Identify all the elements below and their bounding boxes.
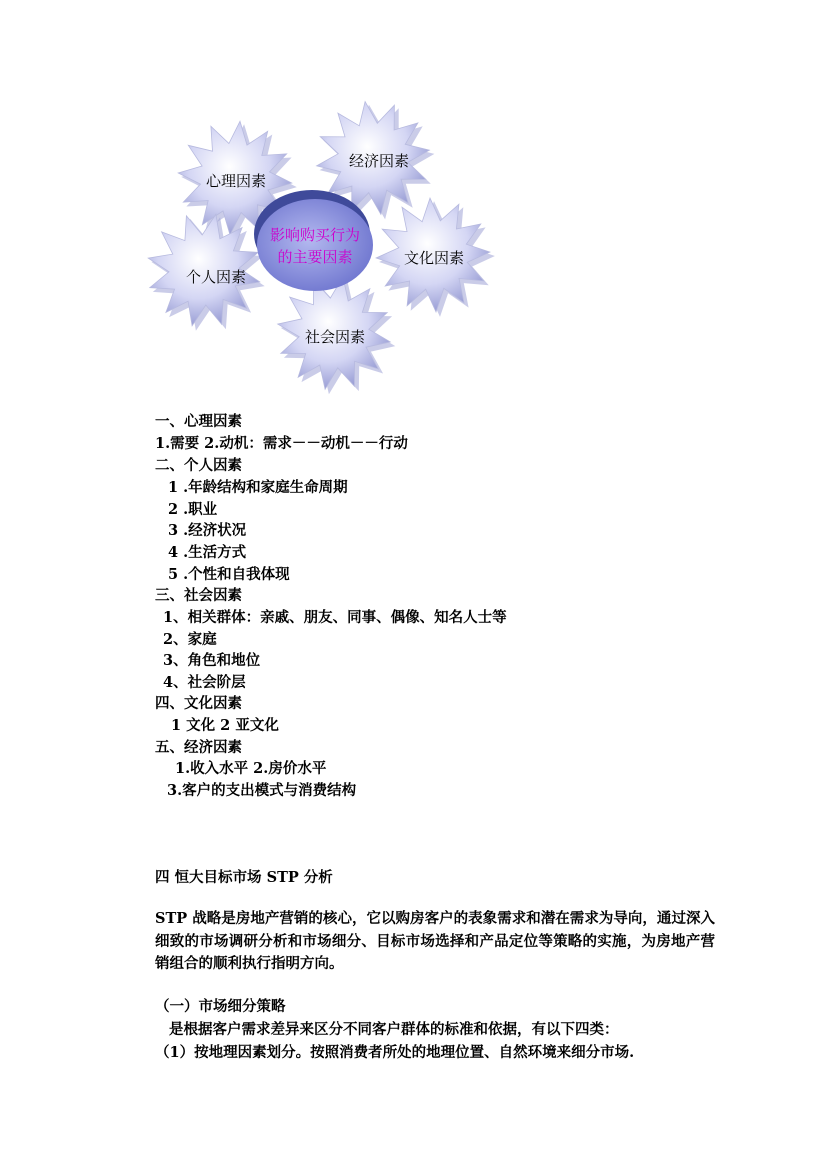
factor-star [148, 214, 265, 331]
factor-star [376, 198, 495, 317]
subsection-intro: 是根据客户需求差异来区分不同客户群体的标准和依据，有以下四类： [169, 1021, 619, 1038]
center-label-line2: 的主要因素 [277, 248, 353, 266]
outline-line: 3、角色和地位 [163, 652, 261, 669]
heading-social: 三、社会因素 [155, 587, 242, 604]
outline-line: 2、家庭 [163, 631, 217, 648]
factor-label: 文化因素 [403, 249, 465, 267]
outline-line: 2 .职业 [168, 501, 218, 518]
outline-line: 4、社会阶层 [163, 674, 246, 691]
factor-label: 个人因素 [185, 268, 247, 286]
outline-line: 1 .年龄结构和家庭生命周期 [168, 479, 348, 496]
outline-line: 1、相关群体：亲戚、朋友、同事、偶像、知名人士等 [163, 609, 507, 626]
section-title: 四 恒大目标市场 STP 分析 [155, 869, 333, 886]
stp-paragraph: STP 战略是房地产营销的核心，它以购房客户的表象需求和潜在需求为导向，通过深入细致的市场调研分析和市场细分、目标市场选择和产品定位等策略的实施，为房地产营销组合的顺利执行指明方向。 [155, 910, 715, 972]
center-circle [254, 190, 373, 291]
outline-line: 5 .个性和自我体现 [168, 566, 290, 583]
outline-line: 4 .生活方式 [168, 544, 247, 561]
center-label-line1: 影响购买行为 [269, 226, 361, 244]
factor-star [278, 277, 396, 395]
outline-line: 1 文化 2 亚文化 [171, 717, 279, 734]
factor-label: 经济因素 [348, 152, 410, 170]
buying-factors-diagram [0, 0, 826, 400]
heading-personal: 二、个人因素 [155, 457, 242, 474]
heading-psychological: 一、心理因素 [155, 413, 242, 430]
outline-line: 1.收入水平 2.房价水平 [175, 760, 327, 777]
factor-label: 心理因素 [205, 172, 267, 190]
item-1: （1）按地理因素划分。按照消费者所处的地理位置、自然环境来细分市场. [155, 1044, 635, 1061]
factor-label: 社会因素 [304, 328, 366, 346]
subsection-title: （一）市场细分策略 [155, 998, 286, 1015]
heading-cultural: 四、文化因素 [155, 695, 242, 712]
outline-line: 3.客户的支出模式与消费结构 [167, 782, 357, 799]
outline-line: 1.需要 2.动机：需求－－动机－－行动 [155, 435, 408, 452]
heading-economic: 五、经济因素 [155, 739, 242, 756]
outline-line: 3 .经济状况 [168, 522, 247, 539]
